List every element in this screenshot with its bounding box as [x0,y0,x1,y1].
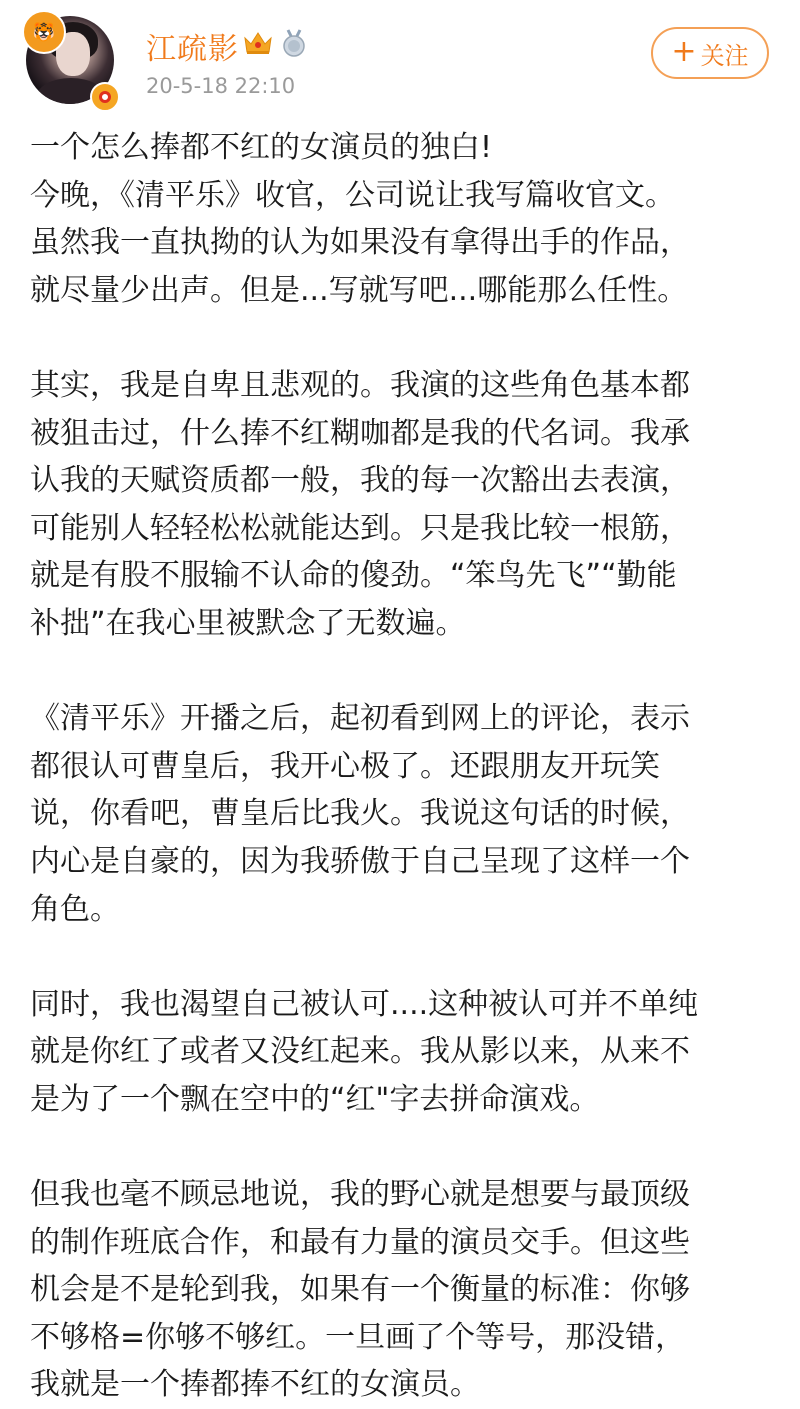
text-line: 就是有股不服输不认命的傻劲。“笨鸟先飞”“勤能 [30,558,677,594]
text-line: 被狙击过，什么捧不红糊咖都是我的代名词。我承 [30,415,690,451]
paragraph-5 [30,1171,775,1409]
text-line: 同时，我也渴望自己被认可....这种被认可并不单纯 [30,986,699,1022]
text-line: 今晚，《清平乐》收官，公司说让我写篇收官文。 [30,177,675,213]
crown-icon [243,30,273,56]
text-line: 角色。 [30,891,120,927]
text-line: 都很认可曹皇后，我开心极了。还跟朋友开玩笑 [30,748,660,784]
text-line: 一个怎么捧都不红的女演员的独白! [30,130,493,165]
medal-icon [281,28,307,58]
post-header [0,0,800,120]
follow-label: 关注 [700,41,749,70]
paragraph-gap [30,1123,775,1171]
text-line: 就是你红了或者又没红起来。我从影以来，从来不 [30,1034,690,1070]
tiger-badge-icon: 🐯 [22,10,66,54]
paragraph-gap [30,648,775,696]
plus-icon: + [671,33,697,69]
verified-badge-icon [90,82,120,112]
text-line: 我就是一个捧都捧不红的女演员。 [30,1367,480,1403]
text-line: 但我也毫不顾忌地说，我的野心就是想要与最顶级 [30,1177,690,1213]
paragraph-2 [30,362,775,648]
text-line: 的制作班底合作，和最有力量的演员交手。但这些 [30,1224,690,1260]
author-name[interactable]: 江疏影 [146,32,239,67]
text-line: 可能别人轻轻松松就能达到。只是我比较一根筋， [30,510,690,546]
paragraph-1 [30,124,775,314]
post-body [30,124,775,1409]
paragraph-4 [30,981,775,1124]
text-line: 《清平乐》开播之后，起初看到网上的评论，表示 [30,701,690,737]
text-line: 虽然我一直执拗的认为如果没有拿得出手的作品， [30,225,690,261]
avatar-container[interactable] [22,10,122,110]
paragraph-gap [30,933,775,981]
text-line: 认我的天赋资质都一般，我的每一次豁出去表演， [30,463,690,499]
text-line: 就尽量少出声。但是...写就写吧...哪能那么任性。 [30,272,688,308]
text-line: 其实，我是自卑且悲观的。我演的这些角色基本都 [30,367,690,403]
paragraph-3 [30,695,775,933]
text-line: 是为了一个飘在空中的“红"字去拼命演戏。 [30,1081,600,1117]
text-line: 机会是不是轮到我，如果有一个衡量的标准：你够 [30,1272,690,1308]
follow-button[interactable] [651,27,769,79]
text-line: 说，你看吧，曹皇后比我火。我说这句话的时候， [30,796,690,832]
text-line: 内心是自豪的，因为我骄傲于自己呈现了这样一个 [30,843,690,879]
text-line: 补拙”在我心里被默念了无数遍。 [30,605,466,641]
paragraph-gap [30,314,775,362]
text-line: 不够格=你够不够红。一旦画了个等号，那没错， [30,1319,686,1355]
post-timestamp: 20-5-18 22:10 [146,74,296,98]
